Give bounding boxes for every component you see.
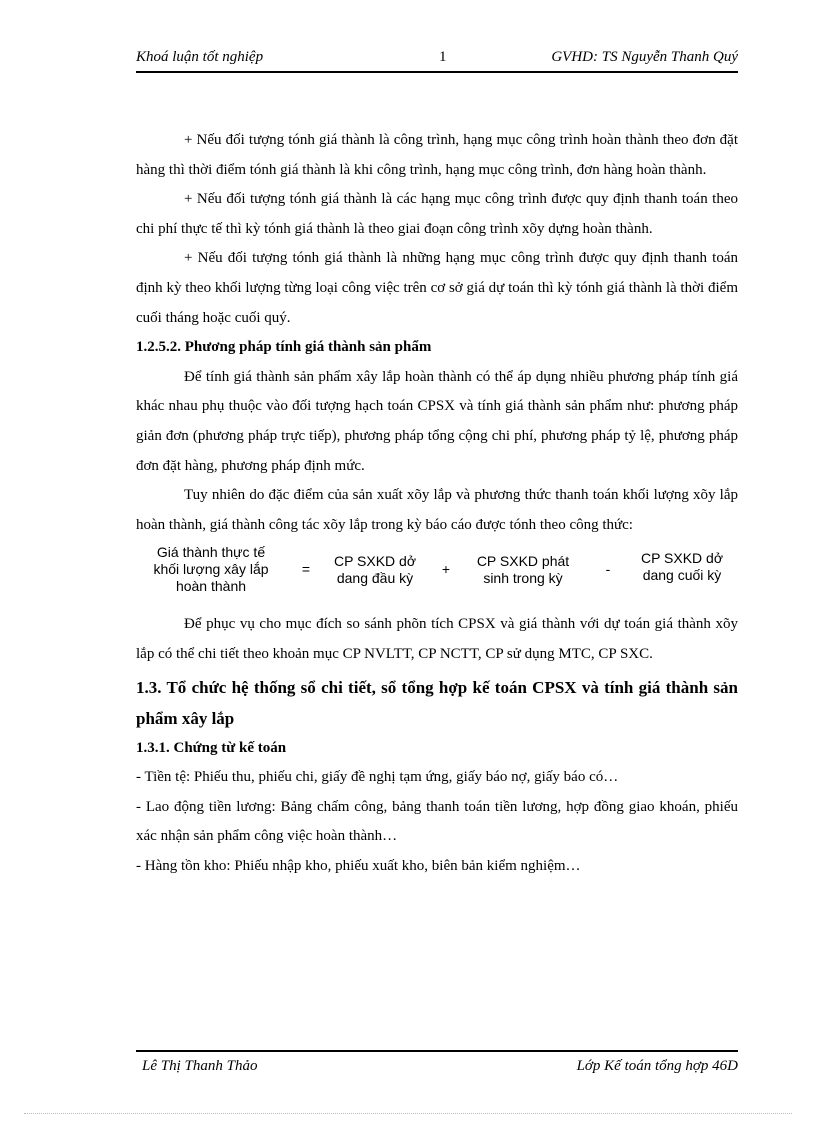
formula-term-line: sinh trong kỳ [483, 570, 563, 587]
paragraph: Để tính giá thành sản phẩm xây lắp hoàn thành có thể áp dụng nhiều phương pháp tính giá khác nhau phụ thuộc vào đối tượng hạch toán CPSX và tính giá thành sản phẩm như: phương pháp giản đơn (phương pháp trực tiếp), phương pháp tổng cộng chi phí, phương pháp tỷ lệ, phương pháp đơn đặt hàng, phương pháp định mức. [136, 368, 738, 474]
formula-lhs-line: hoàn thành [175, 578, 247, 595]
formula-term-line: dang đầu kỳ [336, 570, 414, 587]
header-supervisor: GVHD: TS Nguyễn Thanh Quý [551, 49, 738, 65]
formula-term-line: dang cuối kỳ [642, 567, 722, 584]
page-header [136, 47, 738, 73]
formula-term-incurred [458, 553, 588, 587]
paragraph: + Nếu đối tượng tónh giá thành là những hạng mục công trình được quy định thanh toán định kỳ theo khối lượng từng loại công việc trên cơ sở giá dự toán thì kỳ tónh giá thành là thời điểm cuối tháng hoặc cuối quý. [136, 250, 738, 326]
list-item: - Tiền tệ: Phiếu thu, phiếu chi, giấy đề nghị tạm ứng, giấy báo nợ, giấy báo có… [136, 769, 619, 786]
paragraph: Tuy nhiên do đặc điểm của sản xuất xõy lắp và phương thức thanh toán khối lượng xõy lắp hoàn thành, giá thành công tác xõy lắp trong kỳ báo cáo được tónh theo công thức: [136, 487, 738, 533]
formula-term-line: CP SXKD dở [333, 553, 417, 570]
section-heading-1-3-1: 1.3.1. Chứng từ kế toán [136, 739, 287, 756]
paragraph: Để phục vụ cho mục đích so sánh phõn tích CPSX và giá thành với dự toán giá thành xõy lắp có thể chi tiết theo khoản mục CP NVLTT, CP NCTT, CP sử dụng MTC, CP SXC. [136, 616, 738, 662]
cost-formula [136, 540, 738, 610]
formula-plus: + [441, 561, 451, 578]
list-item: - Lao động tiền lương: Bảng chấm công, bảng thanh toán tiền lương, hợp đồng giao khoán, phiếu xác nhận sản phẩm công việc hoàn thành… [136, 798, 738, 845]
footer-author: Lê Thị Thanh Thảo [142, 1058, 258, 1074]
section-heading-1-2-5-2: 1.2.5.2. Phương pháp tính giá thành sản phẩm [136, 339, 432, 356]
formula-term-line: CP SXKD phát [476, 553, 570, 570]
paragraph: + Nếu đối tượng tónh giá thành là các hạng mục công trình được quy định thanh toán theo chi phí thực tế thì kỳ tónh giá thành là theo giai đoạn công trình xõy dựng hoàn thành. [136, 191, 738, 237]
paragraph: + Nếu đối tượng tónh giá thành là công trình, hạng mục công trình hoàn thành theo đơn đặt hàng thì thời điểm tónh giá thành là khi công trình, hạng mục công trình, đơn hàng hoàn thành. [136, 132, 738, 178]
formula-lhs [136, 544, 286, 595]
formula-lhs-line: khối lượng xây lắp [153, 561, 269, 578]
page-footer [136, 1050, 738, 1074]
page-number: 1 [439, 49, 447, 65]
page-edge-divider [24, 1113, 792, 1114]
footer-class: Lớp Kế toán tổng hợp 46D [576, 1058, 738, 1074]
formula-term-closing-wip [626, 550, 738, 584]
formula-equals: = [301, 561, 311, 578]
document-body [136, 126, 738, 881]
section-heading-1-3: 1.3. Tổ chức hệ thống sổ chi tiết, sổ tổng hợp kế toán CPSX và tính giá thành sản phẩm xây lắp [136, 677, 738, 728]
formula-lhs-line: Giá thành thực tế [156, 544, 266, 561]
formula-term-line: CP SXKD dở [640, 550, 724, 567]
header-thesis-title: Khoá luận tốt nghiệp [136, 49, 264, 65]
formula-minus: - [605, 561, 611, 578]
formula-term-opening-wip [318, 553, 432, 587]
list-item: - Hàng tồn kho: Phiếu nhập kho, phiếu xuất kho, biên bản kiểm nghiệm… [136, 857, 581, 874]
